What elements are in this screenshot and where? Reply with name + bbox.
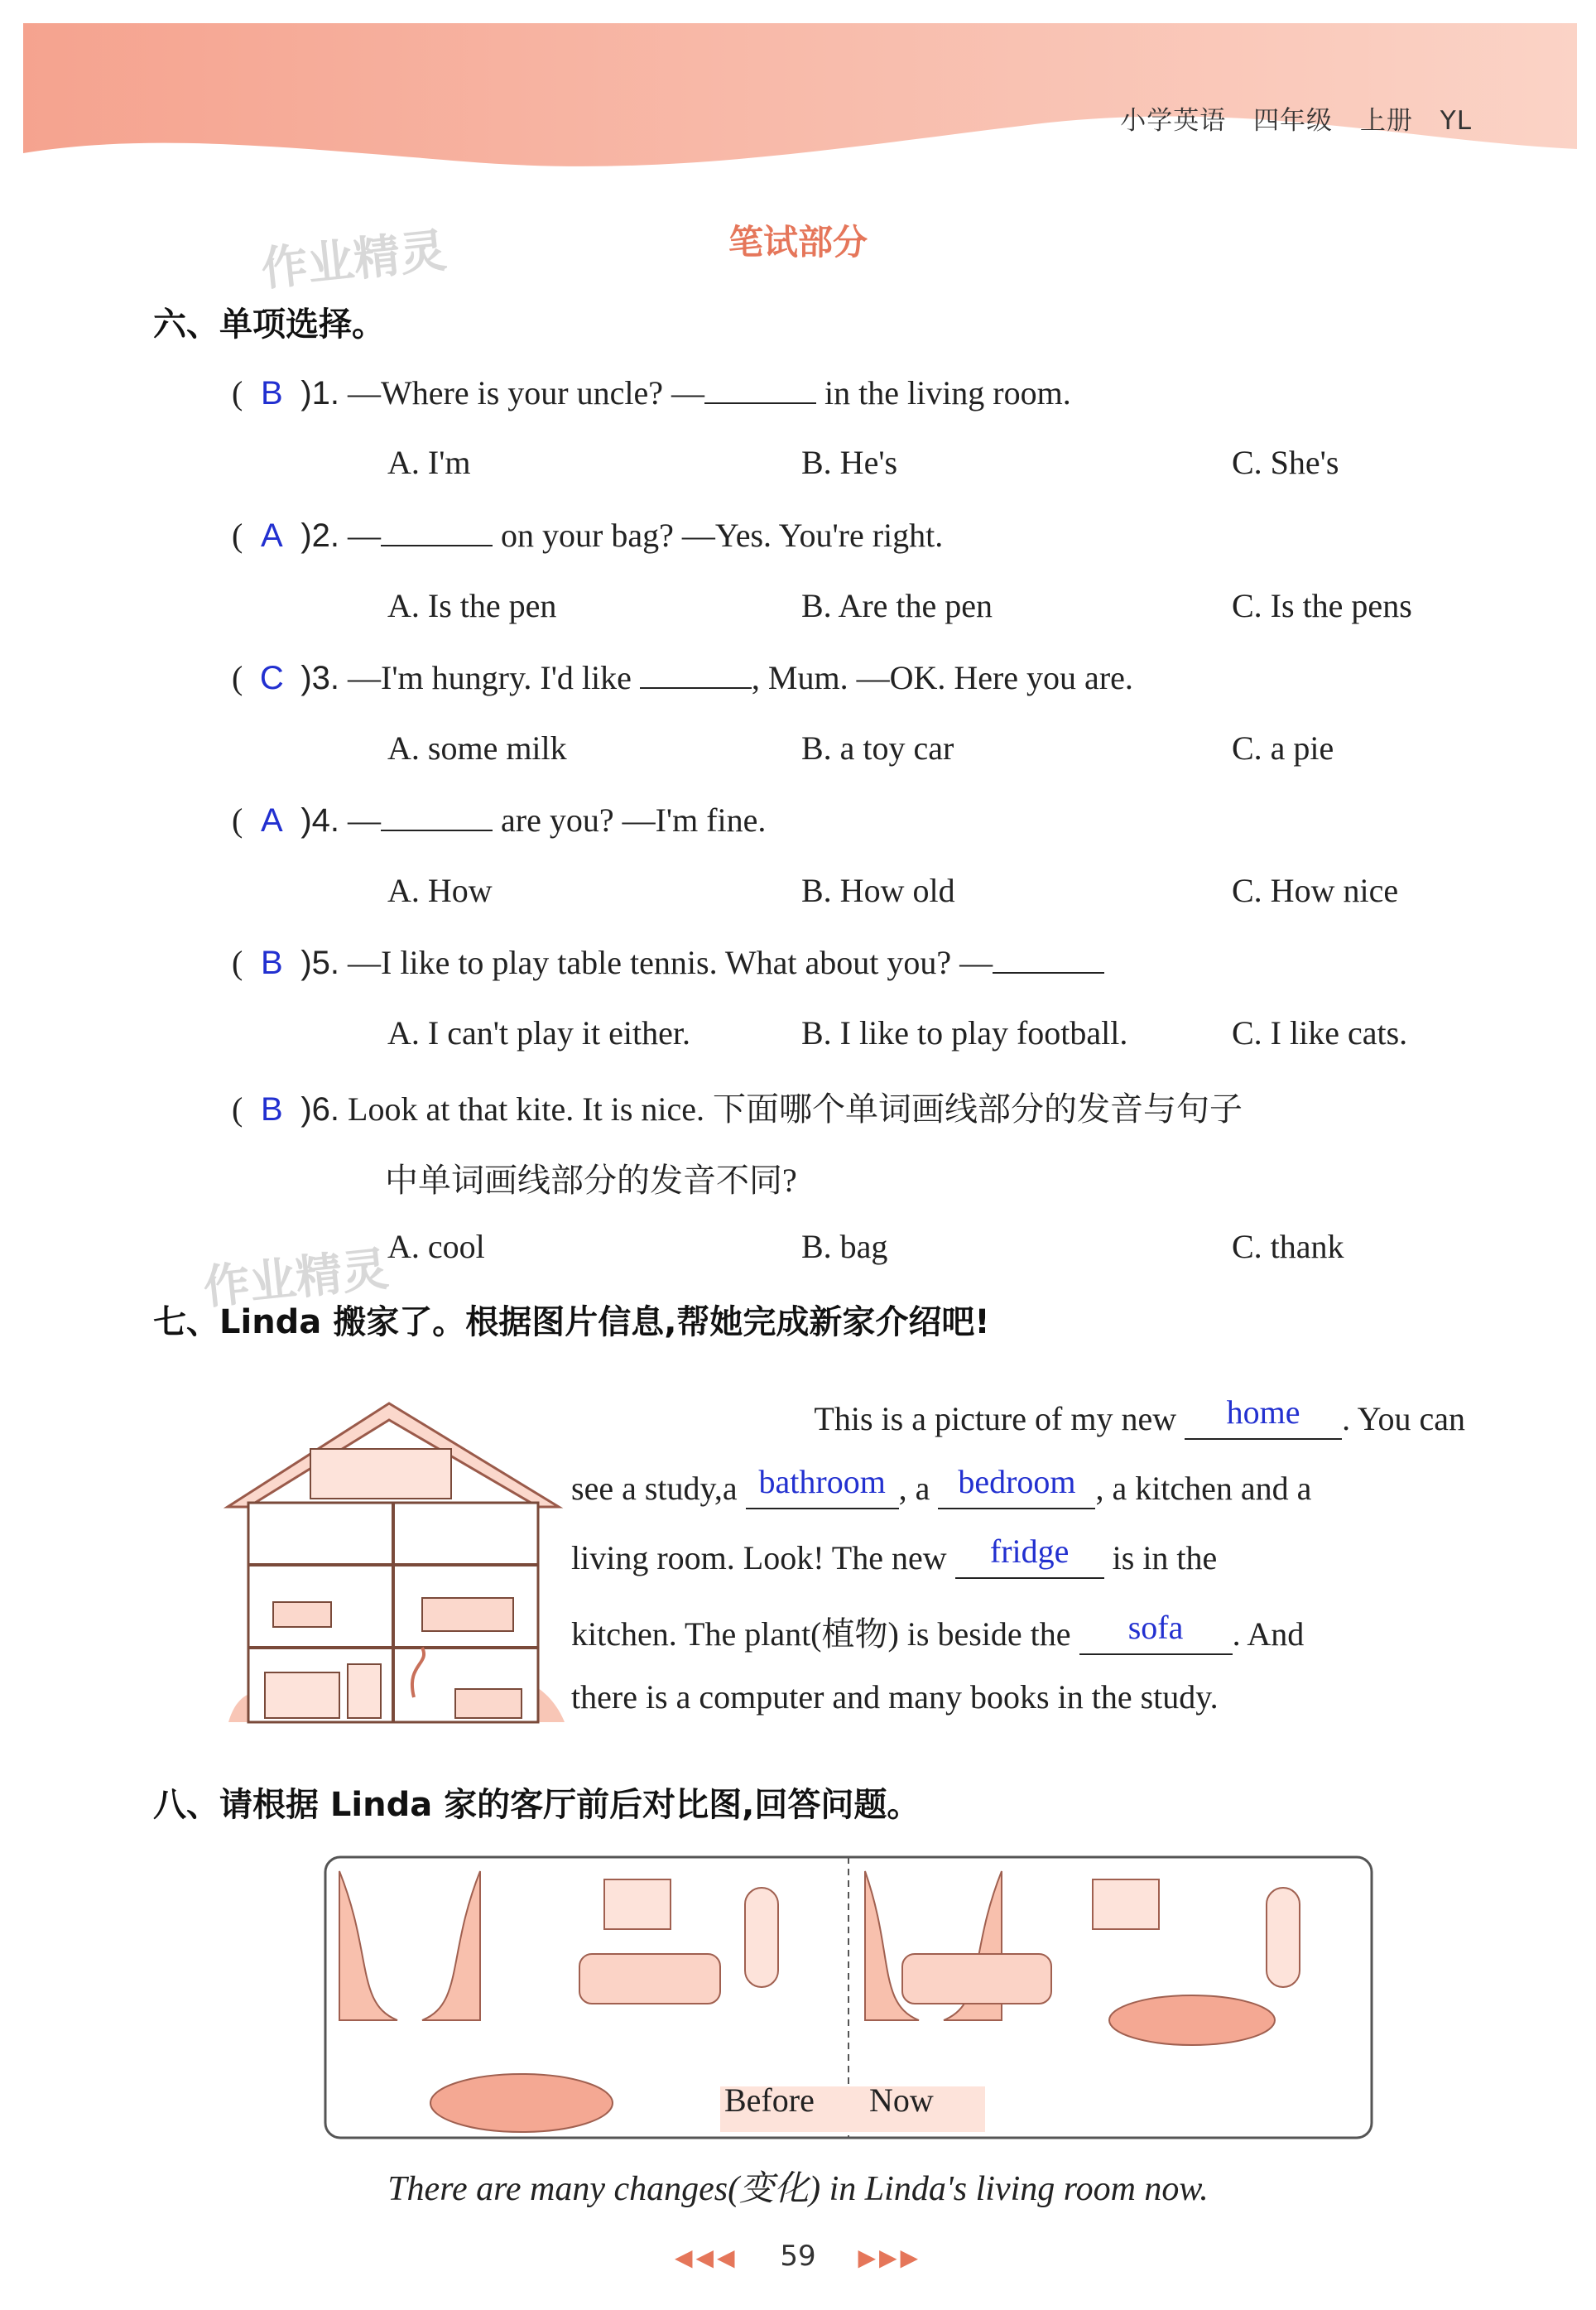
header-grade: 四年级: [1253, 106, 1334, 136]
answer-3: C: [259, 660, 284, 696]
answer-5: B: [260, 945, 283, 981]
option-4a: A. How: [387, 872, 493, 909]
page-footer: [0, 2240, 1596, 2273]
question-6-cont: 中单词画线部分的发音不同?: [385, 1162, 797, 1199]
fill-sofa[interactable]: sofa: [1079, 1615, 1233, 1655]
option-6b: B. bag: [801, 1228, 888, 1265]
question-3: ( C )3. —I'm hungry. I'd like , Mum. —OK. Here you are.: [232, 656, 1133, 697]
answer-2: A: [260, 517, 283, 554]
part6-heading: 六、单项选择。: [153, 306, 385, 344]
blank-1[interactable]: [704, 371, 816, 404]
blank-4[interactable]: [381, 798, 493, 831]
passage-line-5: there is a computer and many books in the study.: [571, 1678, 1219, 1716]
option-5c: C. I like cats.: [1232, 1014, 1408, 1052]
option-2a: A. Is the pen: [387, 587, 557, 624]
option-5b: B. I like to play football.: [801, 1014, 1128, 1052]
options-4: [0, 871, 1596, 912]
question-4: ( A )4. — are you? —I'm fine.: [232, 798, 766, 840]
label-now: Now: [869, 2081, 934, 2119]
option-4b: B. How old: [801, 872, 955, 909]
header-volume: 上册: [1359, 106, 1413, 136]
options-5: [0, 1013, 1596, 1055]
living-room-comparison: [323, 1855, 1374, 2140]
question-6: ( B )6. Look at that kite. It is nice. 下面哪个单词画线部分的发音与句子: [232, 1090, 1243, 1128]
blank-3[interactable]: [640, 656, 752, 689]
option-2b: B. Are the pen: [801, 587, 993, 624]
watermark-top: 作业精灵: [258, 224, 449, 297]
prev-arrows-icon[interactable]: ◀◀◀: [674, 2244, 738, 2271]
page-number: 59: [780, 2240, 816, 2273]
blank-5[interactable]: [993, 941, 1104, 974]
question-2: ( A )2. — on your bag? —Yes. You're right.: [232, 513, 943, 555]
options-2: [0, 586, 1596, 628]
header-info: [1120, 99, 1472, 137]
fill-bathroom[interactable]: bathroom: [746, 1469, 899, 1509]
options-1: [0, 443, 1596, 484]
passage-line-2: see a study,a bathroom , a bedroom , a kitchen and a: [571, 1469, 1465, 1509]
section-title: 笔试部分: [728, 222, 868, 262]
option-1b: B. He's: [801, 444, 898, 481]
passage-line-3: living room. Look! The new fridge is in the: [571, 1538, 1465, 1579]
option-4c: C. How nice: [1232, 872, 1399, 909]
fill-bedroom[interactable]: bedroom: [938, 1469, 1095, 1509]
house-illustration: [224, 1399, 571, 1726]
option-6a: A. cool: [387, 1228, 485, 1265]
option-1c: C. She's: [1232, 444, 1339, 481]
passage-line-1: This is a picture of my new home . You can: [571, 1399, 1465, 1440]
question-1: ( B )1. —Where is your uncle? — in the living room.: [232, 371, 1071, 412]
question-5: ( B )5. —I like to play table tennis. What about you? —: [232, 941, 1104, 982]
next-arrows-icon[interactable]: ▶▶▶: [858, 2244, 922, 2271]
fill-fridge[interactable]: fridge: [955, 1538, 1104, 1579]
option-3c: C. a pie: [1232, 729, 1334, 767]
passage-line-4: kitchen. The plant(植物) is beside the sofa . And: [571, 1608, 1465, 1655]
part8-caption: There are many changes(变化) in Linda's living room now.: [387, 2170, 1209, 2208]
option-3a: A. some milk: [387, 729, 567, 767]
blank-2[interactable]: [381, 513, 493, 546]
options-6: [0, 1227, 1596, 1268]
answer-1: B: [260, 375, 283, 411]
option-1a: A. I'm: [387, 444, 471, 481]
option-5a: A. I can't play it either.: [387, 1014, 690, 1052]
header-subject: 小学英语: [1120, 106, 1227, 136]
part8-heading: 八、请根据 Linda 家的客厅前后对比图,回答问题。: [153, 1786, 921, 1824]
option-3b: B. a toy car: [801, 729, 954, 767]
label-before: Before: [724, 2081, 815, 2119]
options-3: [0, 729, 1596, 770]
answer-6: B: [260, 1091, 283, 1128]
option-6c: C. thank: [1232, 1228, 1344, 1265]
option-2c: C. Is the pens: [1232, 587, 1412, 624]
part7-heading: 七、Linda 搬家了。根据图片信息,帮她完成新家介绍吧!: [153, 1303, 990, 1341]
answer-4: A: [260, 802, 283, 839]
fill-home[interactable]: home: [1185, 1399, 1342, 1440]
watermark-middle: 作业精灵: [200, 1242, 392, 1316]
header-edition: YL: [1440, 106, 1472, 136]
